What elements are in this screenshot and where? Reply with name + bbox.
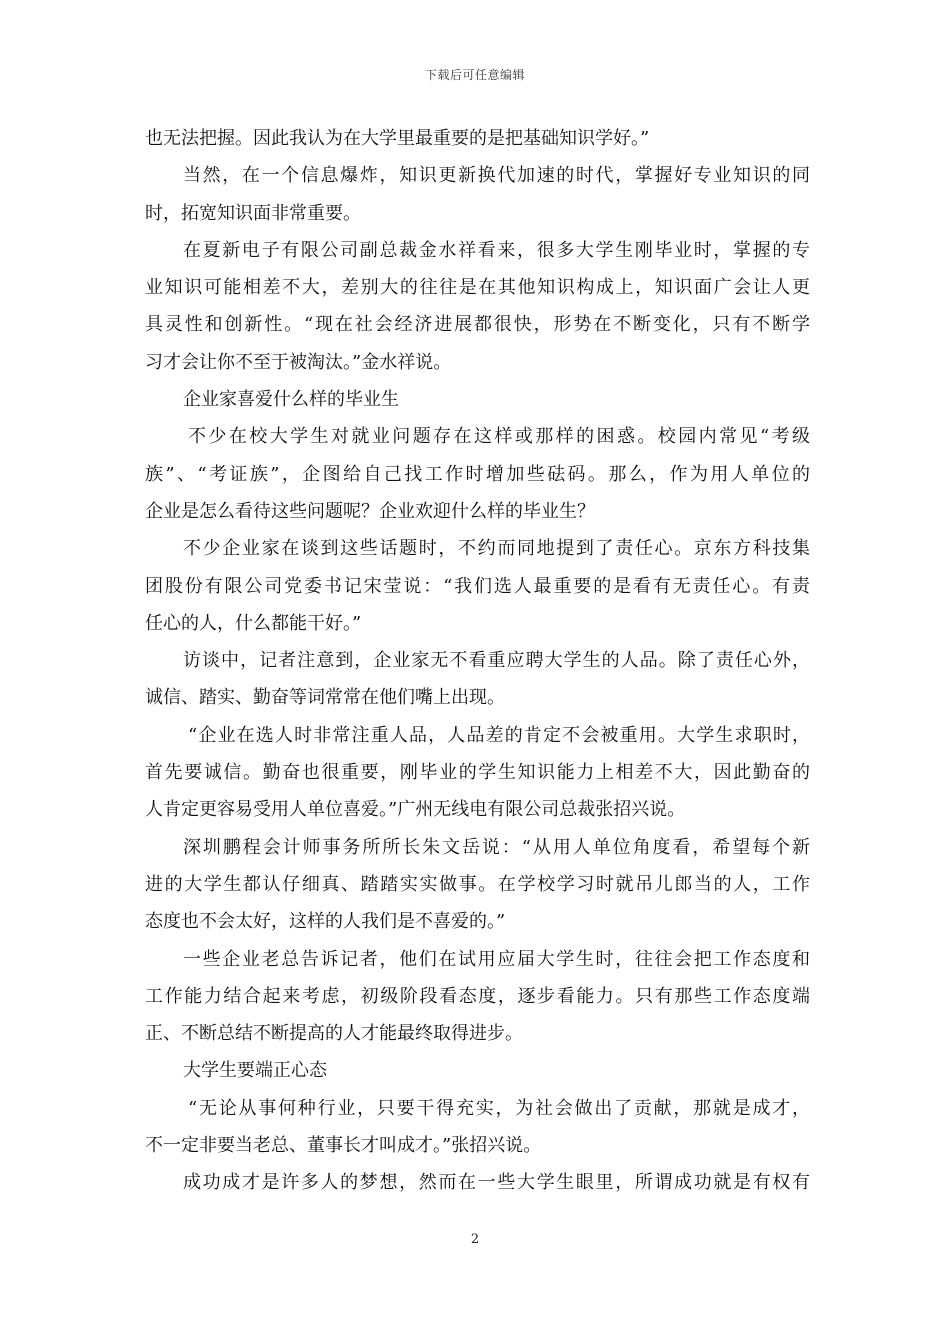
text-line: 具灵性和创新性。“现在社会经济进展都很快，形势在不断变化，只有不断学 [145,314,810,336]
body-text [145,120,810,1202]
text-line: 诚信、踏实、勤奋等词常常在他们嘴上出现。 [145,687,505,709]
text-line: 进的大学生都认仔细真、踏踏实实做事。在学校学习时就吊儿郎当的人，工作 [145,873,810,895]
text-line: 习才会让你不至于被淘汰。”金水祥说。 [145,351,452,373]
page-header: 下载后可任意编辑 [424,68,525,82]
text-line: “企业在选人时非常注重人品，人品差的肯定不会被重用。大学生求职时， [188,724,810,746]
section-heading: 企业家喜爱什么样的毕业生 [183,389,399,411]
text-line: 不少在校大学生对就业问题存在这样或那样的困惑。校园内常见“考级 [188,426,810,448]
text-line: 访谈中，记者注意到，企业家无不看重应聘大学生的人品。除了责任心外， [183,650,810,672]
text-line: 在夏新电子有限公司副总裁金水祥看来，很多大学生刚毕业时，掌握的专 [183,239,810,261]
text-line: 人肯定更容易受用人单位喜爱。”广州无线电有限公司总裁张招兴说。 [145,799,686,821]
text-line: 成功成才是许多人的梦想，然而在一些大学生眼里，所谓成功就是有权有 [183,1172,810,1194]
text-line: “无论从事何种行业，只要干得充实，为社会做出了贡献，那就是成才， [188,1097,810,1119]
text-line: 业知识可能相差不大，差别大的往往是在其他知识构成上，知识面广会让人更 [145,277,810,299]
text-line: 任心的人，什么都能干好。” [145,612,362,634]
text-line: 时，拓宽知识面非常重要。 [145,202,361,224]
text-line: 团股份有限公司党委书记宋莹说：“我们选人最重要的是看有无责任心。有责 [145,575,810,597]
text-line: 工作能力结合起来考虑，初级阶段看态度，逐步看能力。只有那些工作态度端 [145,985,810,1007]
text-line: 首先要诚信。勤奋也很重要，刚毕业的学生知识能力上相差不大，因此勤奋的 [145,762,810,784]
text-line: 正、不断总结不断提高的人才能最终取得进步。 [145,1023,523,1045]
section-heading: 大学生要端正心态 [183,1060,327,1082]
text-line: 态度也不会太好，这样的人我们是不喜爱的。” [145,911,506,933]
text-line: 不少企业家在谈到这些话题时，不约而同地提到了责任心。京东方科技集 [183,538,810,560]
page-number: 2 [470,1232,480,1247]
text-line: 族”、“考证族”，企图给自己找工作时增加些砝码。那么，作为用人单位的 [145,463,810,485]
text-line: 也无法把握。因此我认为在大学里最重要的是把基础知识学好。” [145,128,650,149]
text-line: 一些企业老总告诉记者，他们在试用应届大学生时，往往会把工作态度和 [183,948,810,970]
text-line: 不一定非要当老总、董事长才叫成才。”张招兴说。 [145,1135,542,1157]
text-line: 当然，在一个信息爆炸，知识更新换代加速的时代，掌握好专业知识的同 [183,165,810,187]
text-line: 深圳鹏程会计师事务所所长朱文岳说：“从用人单位角度看，希望每个新 [183,836,810,858]
text-line: 企业是怎么看待这些问题呢？企业欢迎什么样的毕业生？ [145,500,595,522]
